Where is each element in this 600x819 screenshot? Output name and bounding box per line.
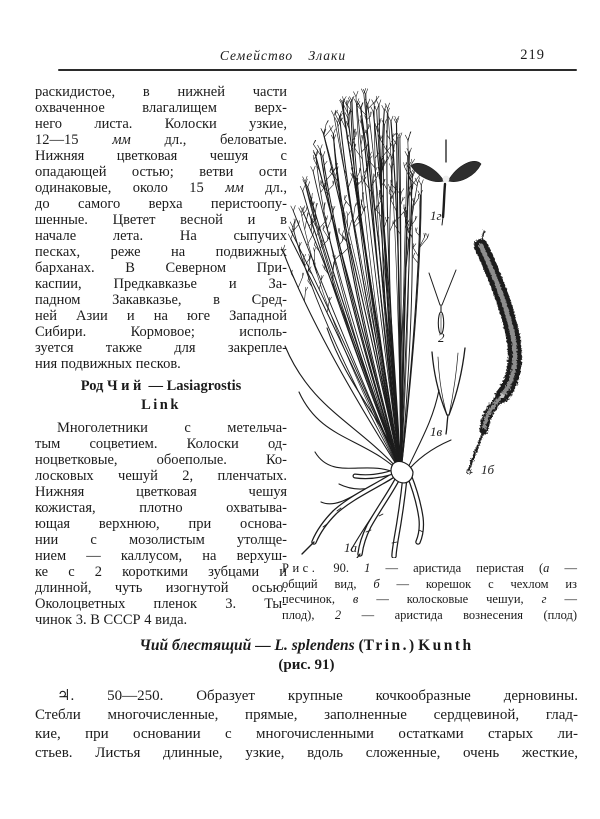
stem-stroke <box>331 129 336 135</box>
stem-stroke <box>404 212 405 216</box>
stem-stroke <box>313 231 314 235</box>
stem-stroke <box>315 452 398 474</box>
stem-stroke <box>330 126 334 130</box>
text-line: ющая верхнюю, при основа- <box>35 516 287 532</box>
figure-label-1g: 1г <box>430 208 442 223</box>
stem-stroke <box>356 132 357 136</box>
figure-label-1v: 1в <box>430 424 443 439</box>
detail-fruit-drawing <box>411 140 481 225</box>
text-line: нием — каллусом, на верхуш- <box>35 548 287 564</box>
text-line: одинаковые, около 15 мм дл., <box>35 180 287 196</box>
species-heading-line2: (рис. 91) <box>278 657 335 673</box>
stem-stroke <box>362 135 363 139</box>
detail-center <box>443 176 450 183</box>
stem-stroke <box>361 116 362 120</box>
text-line: Нижняя цветковая чешуя <box>35 484 287 500</box>
paragraph-genus-description <box>35 420 287 628</box>
roots-drawing <box>302 462 423 558</box>
text-line: до самого верха перистоопу- <box>35 196 287 212</box>
text-line: раскидистое, в нижней части <box>35 84 287 100</box>
text-line: тым соцветием. Колоски од- <box>35 436 287 452</box>
text-line: Рис. 90. 1 — аристида перистая (а — <box>282 561 577 575</box>
stem-stroke <box>413 244 416 248</box>
stem-stroke <box>394 220 396 224</box>
stem-stroke <box>386 146 387 150</box>
stem-stroke <box>347 212 351 216</box>
stem-stroke <box>346 101 347 105</box>
text-line: падном Закавказье, в Сред- <box>35 292 287 308</box>
detail-path <box>449 353 458 415</box>
stem-stroke <box>346 121 348 125</box>
stem-stroke <box>424 233 426 237</box>
stem-stroke <box>298 277 302 288</box>
stem-stroke <box>371 112 372 116</box>
detail-wing-right <box>448 161 481 181</box>
text-line: Сибири. Кормовое; исполь- <box>35 324 287 340</box>
stem-stroke <box>361 210 363 216</box>
text-line: стьев. Листья длинные, узкие, вдоль сложенные, очень жесткие, <box>35 745 578 761</box>
detail-path <box>446 415 448 434</box>
stem-stroke <box>291 206 296 212</box>
stem-stroke <box>377 172 378 176</box>
text-line: плод), 2 — аристида вознесения (плод) <box>282 607 578 622</box>
stem-stroke <box>321 181 322 185</box>
stem-stroke <box>344 202 346 206</box>
stem-stroke <box>402 197 405 201</box>
stem-stroke <box>373 174 375 178</box>
text-line: него листа. Колоски узкие, <box>35 116 287 132</box>
stem-stroke <box>307 235 313 246</box>
text-line: лосковых чешуй 2, пленчатых. <box>35 468 287 484</box>
genus-heading-line2: Link <box>141 397 181 413</box>
detail-root-sheath-drawing <box>467 231 515 474</box>
stem-stroke <box>316 203 317 207</box>
stem-stroke <box>379 174 380 178</box>
botanical-illustration <box>281 84 579 558</box>
stem-stroke <box>306 287 308 291</box>
text-line: барханах. В Северном При- <box>35 260 287 276</box>
stem-stroke <box>384 179 385 183</box>
detail-path <box>443 184 445 217</box>
detail-root-tip <box>467 470 471 474</box>
stem-stroke <box>313 140 315 144</box>
stem-stroke <box>427 234 429 238</box>
stem-stroke <box>376 171 377 183</box>
text-line: длинной, чуть изогнутой осью. <box>35 580 287 596</box>
detail-path <box>442 217 443 225</box>
stem-stroke <box>321 275 323 279</box>
stem-stroke <box>300 186 305 192</box>
detail-path <box>449 348 465 415</box>
paragraph-species-continuation <box>35 84 287 372</box>
stem-stroke <box>387 155 390 159</box>
stem-stroke <box>376 209 382 217</box>
species-heading <box>35 636 578 675</box>
stem-stroke <box>418 194 419 198</box>
text-line: ноцветковые, обоеполые. Ко- <box>35 452 287 468</box>
stem-stroke <box>324 203 325 207</box>
stem-stroke <box>351 173 353 177</box>
stem-stroke <box>376 100 381 106</box>
detail-path <box>442 270 456 305</box>
text-line: Многолетники с метельча- <box>57 420 287 436</box>
stem-stroke <box>307 213 308 217</box>
text-line: зуется также для закрепле- <box>35 340 287 356</box>
stem-stroke <box>288 234 293 240</box>
stem-stroke <box>311 166 316 172</box>
text-line: 12—15 мм дл., беловатые. <box>35 132 287 148</box>
page-number: 219 <box>520 47 545 63</box>
stem-stroke <box>419 180 424 186</box>
stem-stroke <box>371 106 376 112</box>
detail-glumes-drawing <box>432 348 465 434</box>
detail-fruit2-drawing <box>429 270 456 334</box>
stem-stroke <box>361 139 362 145</box>
stem-stroke <box>299 392 400 472</box>
stem-stroke <box>290 221 295 227</box>
text-line: кие, при основании с многочисленными остатками старых ли- <box>35 726 578 742</box>
stem-stroke <box>340 113 342 117</box>
stem-stroke <box>323 225 325 229</box>
text-line: ке с 2 короткими зубцами и <box>35 564 287 580</box>
grass-tuft-drawing <box>281 88 451 550</box>
text-line: шенные. Цветет весной и в <box>35 212 287 228</box>
text-line: каспии, Предкавказье и За- <box>35 276 287 292</box>
root-tip <box>302 542 314 554</box>
stem-stroke <box>299 242 301 246</box>
stem-stroke <box>415 216 417 220</box>
stem-stroke <box>412 176 419 185</box>
stem-stroke <box>412 159 415 163</box>
stem-stroke <box>350 220 352 224</box>
figure-label-1a: 1а <box>344 540 357 555</box>
species-description-paragraph <box>35 687 578 763</box>
detail-path <box>438 357 447 415</box>
stem-stroke <box>389 116 394 122</box>
figure-label-2: 2 <box>438 330 445 345</box>
stem-stroke <box>338 228 340 232</box>
stem-stroke <box>348 177 353 190</box>
genus-heading-line1: Род Чий — Lasiagrostis <box>80 378 242 394</box>
stem-stroke <box>382 147 390 157</box>
stem-stroke <box>412 198 414 202</box>
figure-label-1b: 1б <box>481 462 495 477</box>
stem-stroke <box>303 273 304 277</box>
text-line: песчинок, в — колосковые чешуи, г — <box>282 592 577 607</box>
text-line: Околоцветных пленок 3. Ты- <box>35 596 287 612</box>
stem-stroke <box>385 108 390 114</box>
stem-stroke <box>326 121 328 125</box>
running-title: Семейство Злаки <box>219 48 347 63</box>
header-rule <box>58 69 577 71</box>
root-stroke <box>394 477 405 556</box>
text-line: охваченное влагалищем верх- <box>35 100 287 116</box>
detail-wing-left <box>411 163 444 181</box>
species-heading-line1: Чий блестящий — L. splendens (Trin.) Kunth <box>139 637 474 654</box>
stem-stroke <box>329 232 330 236</box>
text-line: нии с мозолистым утолще- <box>35 532 287 548</box>
text-line: начале лета. На сыпучих <box>35 228 287 244</box>
stem-stroke <box>304 291 305 301</box>
text-line: песках, реже на подвижных <box>35 244 287 260</box>
stem-stroke <box>350 96 355 102</box>
text-line: ♃. 50—250. Образует крупные кочкообразные дерновины. <box>57 688 578 704</box>
stem-stroke <box>314 248 316 252</box>
stem-stroke <box>318 145 323 151</box>
stem-stroke <box>416 228 418 232</box>
stem-stroke <box>365 116 367 120</box>
stem-stroke <box>294 223 295 232</box>
text-line: чинок 3. В СССР 4 вида. <box>35 612 188 628</box>
stem-stroke <box>333 206 335 210</box>
root-sand-ticks <box>323 508 423 543</box>
text-line: ней Азии и на юге Западной <box>35 308 287 324</box>
detail-path <box>429 273 440 305</box>
stem-stroke <box>349 114 350 124</box>
stem-stroke <box>327 220 331 230</box>
text-line: опадающей остью; ветви ости <box>35 164 287 180</box>
stem-stroke <box>389 189 390 193</box>
text-line: Стебли многочисленные, прямые, заполненные сердцевиной, глад- <box>35 707 578 723</box>
text-line: Нижняя цветковая чешуя с <box>35 148 287 164</box>
figure-90 <box>281 84 579 558</box>
stem-stroke <box>342 248 348 255</box>
figure-caption <box>282 561 577 623</box>
stem-stroke <box>345 195 347 199</box>
text-line: ния подвижных песков. <box>35 356 181 372</box>
stem-stroke <box>281 245 285 251</box>
stem-stroke <box>333 181 334 185</box>
text-line: кожистая, плотно охватыва- <box>35 500 287 516</box>
stem-stroke <box>360 120 362 124</box>
stem-stroke <box>386 131 387 135</box>
stem-stroke <box>342 231 344 235</box>
left-column <box>35 84 287 628</box>
text-line: общий вид, б — корешок с чехлом из <box>282 576 577 591</box>
stem-stroke <box>413 253 415 257</box>
stem-stroke <box>392 134 395 138</box>
genus-heading <box>35 377 287 414</box>
stem-stroke <box>376 96 379 100</box>
